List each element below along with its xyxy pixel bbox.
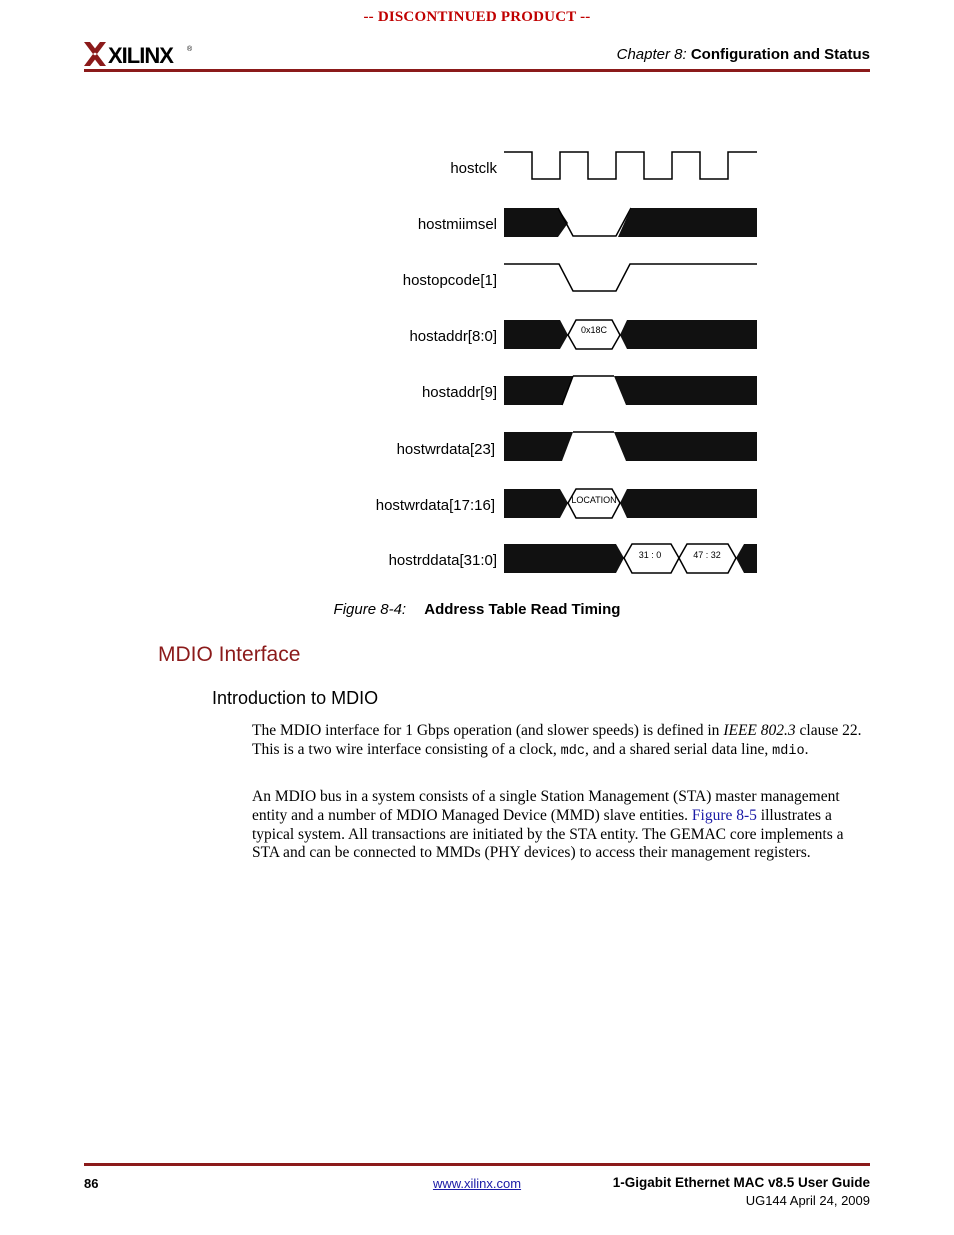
hostwrdata-value: LOCATION: [571, 495, 617, 505]
page-number: 86: [84, 1176, 99, 1191]
hostwrdata-17-16-waveform: [504, 489, 757, 518]
timing-diagram-svg: [360, 140, 770, 590]
signal-label-hostmiimsel: hostmiimsel: [417, 216, 497, 233]
logo-wordmark: XILINX: [108, 43, 173, 68]
figure-8-5-link[interactable]: Figure 8-5: [691, 806, 757, 824]
figure-number: Figure 8-4:: [333, 601, 407, 618]
subsection-heading: Introduction to MDIO: [212, 688, 379, 708]
p1-text-2: clause 22. This is a two wire interface consisting of a clock,: [252, 722, 862, 758]
code-mdio: mdio: [772, 743, 805, 759]
signal-label-hostclk: hostclk: [450, 160, 497, 177]
figure-title: Address Table Read Timing: [424, 601, 621, 618]
paragraph-mdio-bus: [252, 788, 872, 863]
signal-label-hostwrdata-23: hostwrdata[23]: [396, 441, 495, 458]
p2-text-2: illustrates a typical system. All transactions are initiated by the STA entity. The GEMAC core implements a STA and can be connected to MMDs (PHY devices) to access their management registers.: [252, 806, 844, 862]
section-heading: MDIO Interface: [158, 643, 301, 666]
timing-diagram: [360, 140, 770, 595]
figure-caption: [0, 601, 954, 618]
hostmiimsel-waveform: [504, 208, 757, 237]
hostrddata-value-second: 47 : 32: [693, 550, 721, 560]
document-id: UG144 April 24, 2009: [745, 1193, 870, 1208]
hostaddr-value: 0x18C: [580, 325, 608, 335]
hostclk-waveform: [504, 152, 757, 179]
hostaddr-9-waveform: [504, 376, 757, 405]
registered-mark: ®: [187, 46, 193, 53]
hostrddata-waveform: [504, 544, 757, 573]
website-link[interactable]: www.xilinx.com: [432, 1176, 522, 1191]
xilinx-logo-icon: [84, 40, 194, 68]
p1-text-4: .: [804, 740, 809, 758]
signal-label-hostaddr-8-0: hostaddr[8:0]: [409, 328, 497, 345]
hostaddr-8-0-waveform: [504, 320, 757, 349]
signal-label-hostwrdata-17-16: hostwrdata[17:16]: [375, 497, 495, 514]
hostrddata-value-first: 31 : 0: [638, 550, 662, 560]
chapter-title: Configuration and Status: [690, 46, 870, 63]
p2-text-1: An MDIO bus in a system consists of a single Station Management (STA) master management entity and a number of MDIO Managed Device (MMD) slave entities.: [252, 788, 840, 824]
hostopcode-waveform: [504, 264, 757, 291]
hostwrdata-23-waveform: [504, 432, 757, 461]
chapter-number: Chapter 8:: [616, 46, 687, 63]
signal-label-hostopcode: hostopcode[1]: [402, 272, 497, 289]
header-rule: [84, 69, 870, 72]
signal-label-hostaddr-9: hostaddr[9]: [421, 384, 497, 401]
paragraph-mdio-intro: [252, 722, 872, 762]
ieee-reference: IEEE 802.3: [723, 722, 796, 739]
p1-text-1: The MDIO interface for 1 Gbps operation (and slower speeds) is defined in: [252, 722, 724, 739]
p1-text-3: , and a shared serial data line,: [584, 740, 773, 758]
signal-label-hostrddata: hostrddata[31:0]: [388, 552, 497, 569]
footer-rule: [84, 1163, 870, 1166]
discontinued-banner: -- DISCONTINUED PRODUCT --: [363, 9, 591, 25]
guide-title: 1-Gigabit Ethernet MAC v8.5 User Guide: [612, 1175, 870, 1190]
chapter-heading: [617, 46, 870, 63]
code-mdc: mdc: [560, 743, 585, 759]
